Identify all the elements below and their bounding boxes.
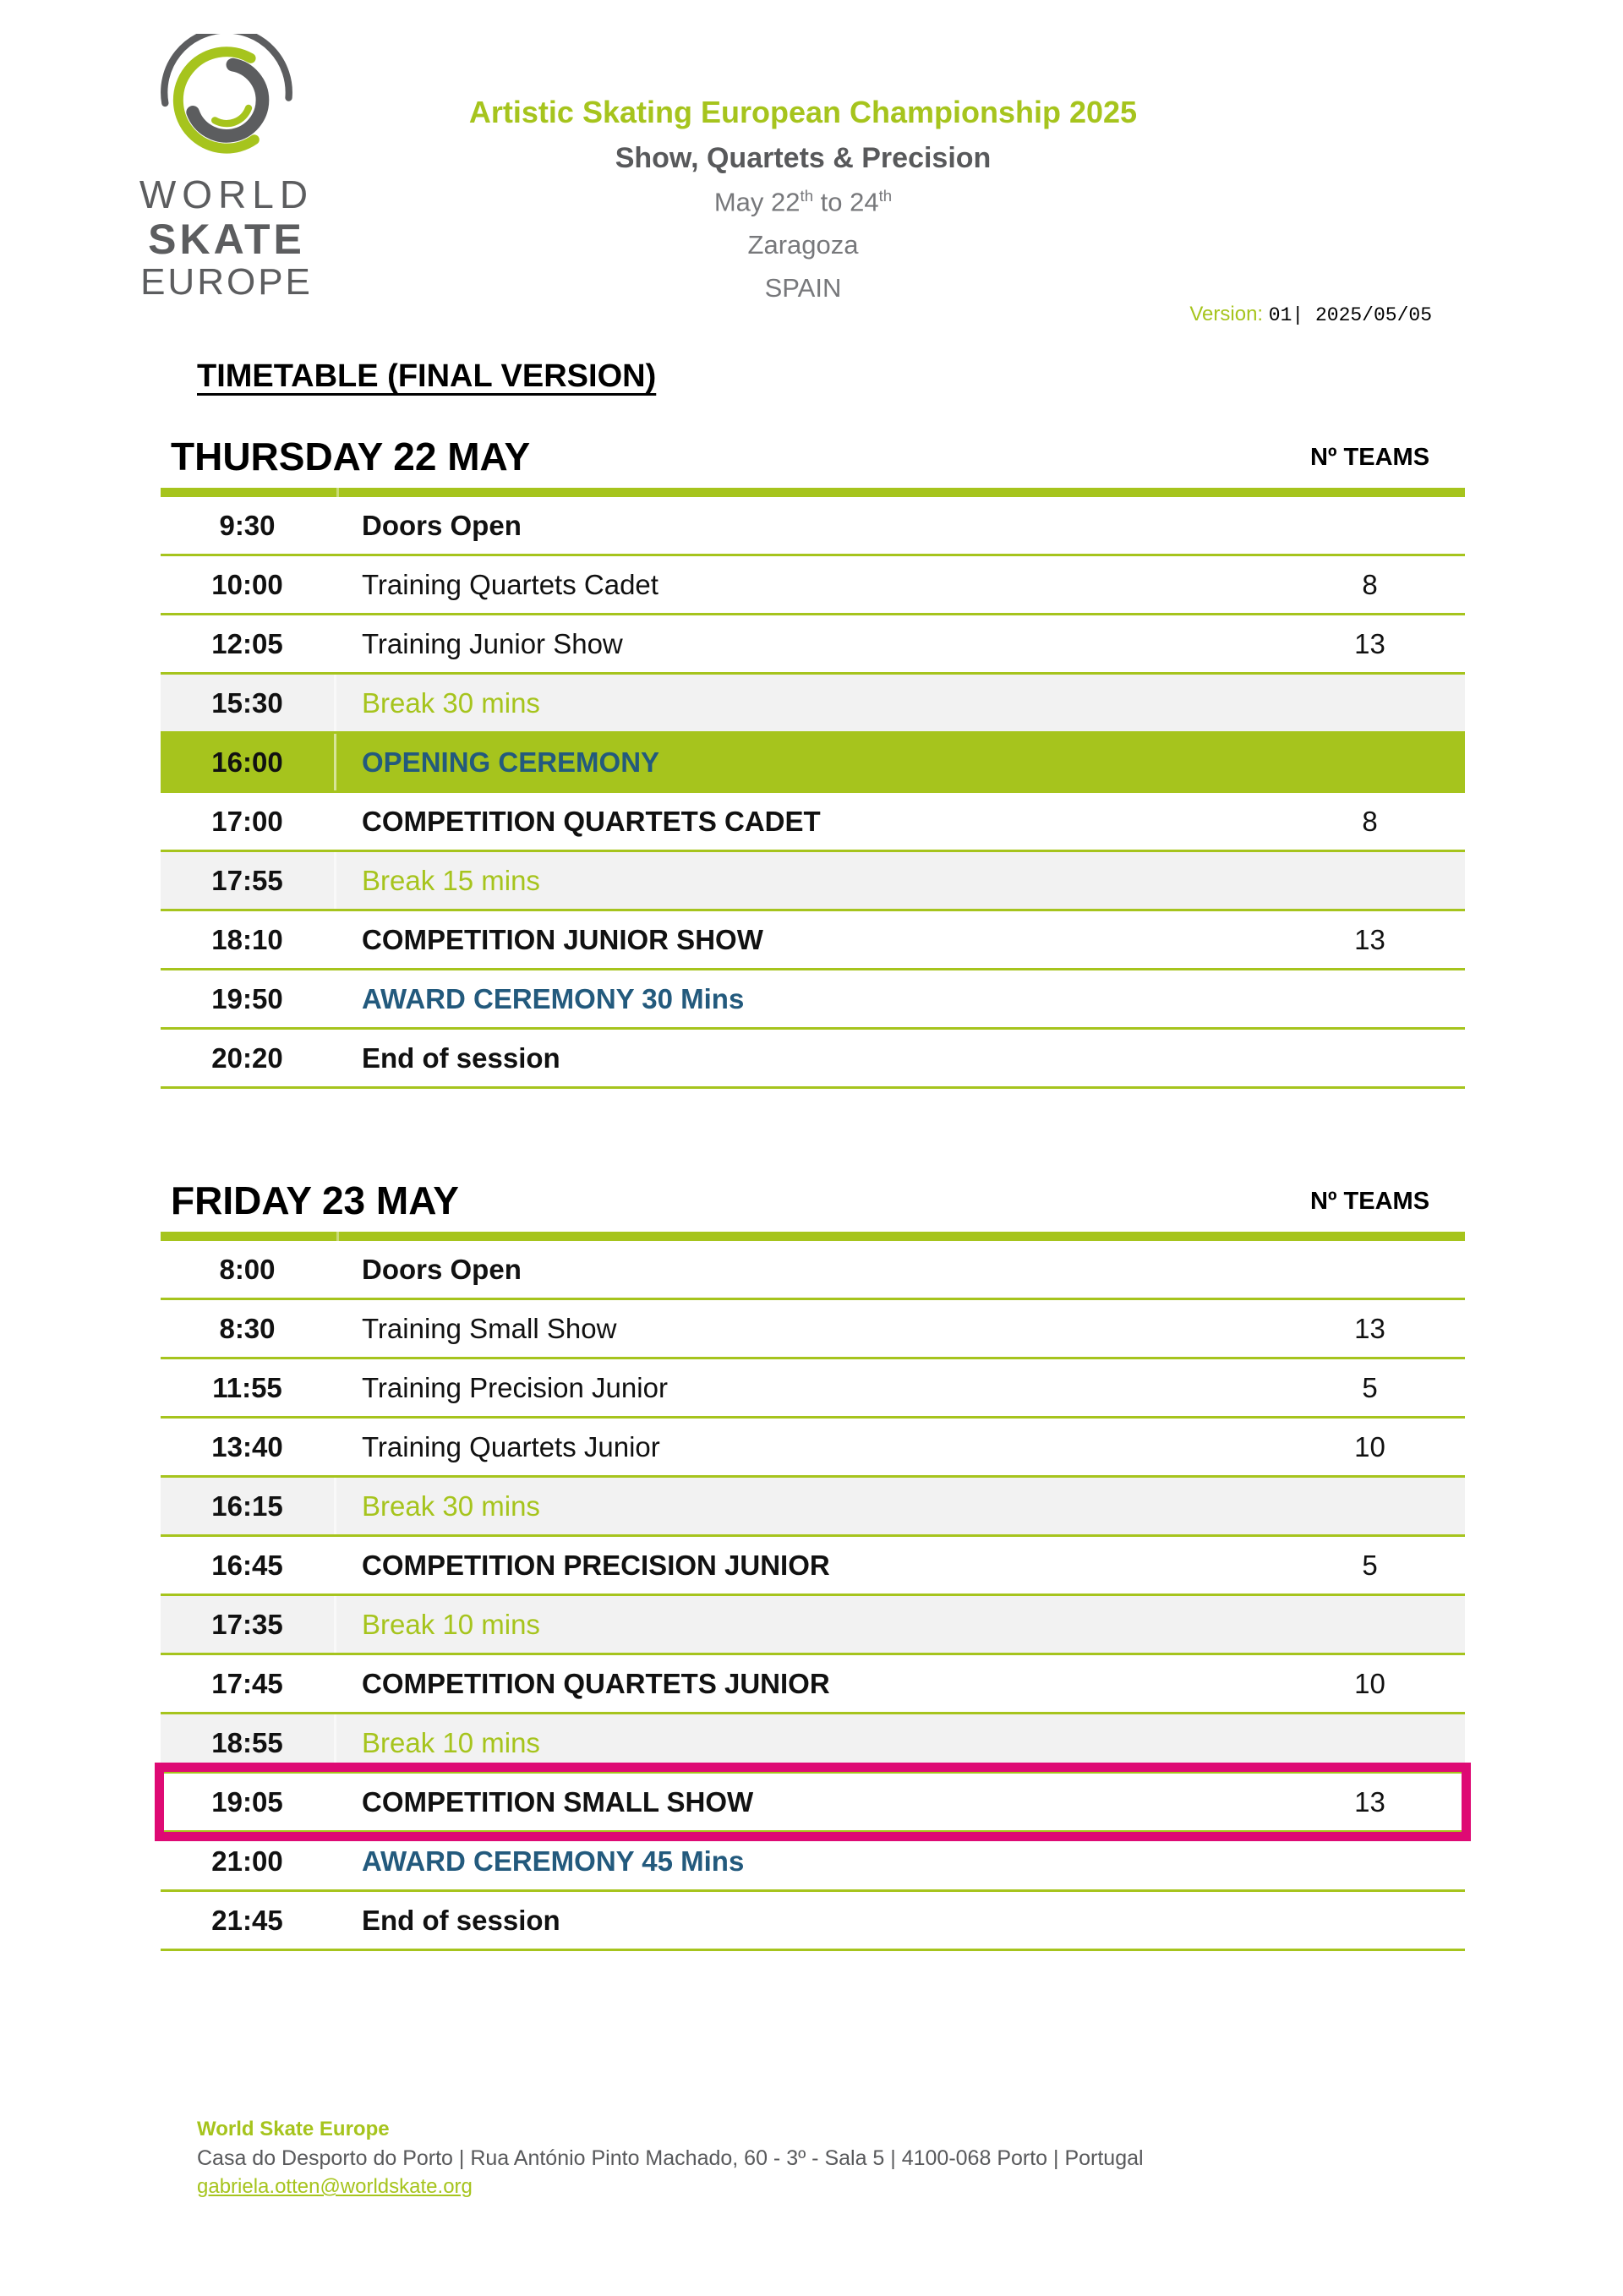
row-event: Training Precision Junior	[362, 1371, 668, 1403]
teams-column-header: Nº TEAMS	[1309, 444, 1430, 472]
timetable-row	[161, 497, 1465, 556]
row-time: 12:05	[161, 615, 336, 672]
row-teams	[1275, 1030, 1465, 1086]
row-time: 18:55	[161, 1714, 336, 1771]
row-event: Training Small Show	[362, 1312, 617, 1344]
row-teams: 13	[1354, 1312, 1385, 1344]
row-teams	[1275, 1833, 1465, 1889]
row-time: 20:20	[161, 1030, 336, 1086]
day-title: THURSDAY 22 MAY	[171, 435, 531, 478]
row-teams	[1275, 734, 1465, 790]
row-event: COMPETITION PRECISION JUNIOR	[362, 1549, 830, 1581]
footer	[197, 2115, 1144, 2201]
row-teams	[1275, 1478, 1465, 1534]
timetable-row	[161, 1419, 1465, 1478]
row-event: COMPETITION JUNIOR SHOW	[362, 923, 763, 955]
row-event: Break 10 mins	[362, 1726, 540, 1758]
timetable-row	[161, 1359, 1465, 1419]
row-event: AWARD CEREMONY 45 Mins	[362, 1845, 745, 1877]
row-teams	[1275, 1596, 1465, 1653]
footer-org-name: World Skate Europe	[197, 2118, 390, 2140]
row-event: Break 30 mins	[362, 1490, 540, 1522]
teams-column-header: Nº TEAMS	[1309, 1188, 1430, 1216]
row-time: 17:55	[161, 852, 336, 909]
timetable-row	[161, 1714, 1465, 1774]
row-time: 16:00	[161, 734, 336, 790]
row-time: 11:55	[161, 1359, 336, 1416]
row-event: COMPETITION SMALL SHOW	[362, 1785, 754, 1818]
row-time: 21:45	[161, 1892, 336, 1949]
row-event: End of session	[362, 1041, 560, 1074]
day-section-friday	[161, 1180, 1465, 1951]
row-teams: 5	[1362, 1371, 1378, 1403]
timetable-row	[161, 1892, 1465, 1951]
date-sup: th	[800, 187, 814, 205]
timetable	[161, 488, 1465, 1089]
version-label: Version:	[1189, 303, 1264, 325]
version-line	[1189, 303, 1432, 326]
row-event: Training Quartets Junior	[362, 1430, 660, 1462]
timetable-row	[161, 1596, 1465, 1655]
row-time: 19:50	[161, 970, 336, 1027]
row-event: Break 15 mins	[362, 864, 540, 896]
row-teams: 5	[1362, 1549, 1378, 1581]
row-teams	[1275, 1714, 1465, 1771]
row-event: Training Quartets Cadet	[362, 568, 658, 600]
row-teams: 8	[1362, 805, 1378, 837]
event-subtitle: Show, Quartets & Precision	[615, 142, 992, 174]
timetable-row	[161, 1537, 1465, 1596]
row-event: COMPETITION QUARTETS JUNIOR	[362, 1667, 830, 1699]
row-teams: 13	[1354, 627, 1385, 659]
logo-word-skate: SKATE	[148, 215, 305, 263]
row-time: 17:35	[161, 1596, 336, 1653]
row-event: Doors Open	[362, 509, 522, 541]
row-event: OPENING CEREMONY	[362, 746, 660, 778]
row-event: COMPETITION QUARTETS CADET	[362, 805, 821, 837]
date-part: to 24	[813, 187, 879, 217]
timetable-row	[161, 1300, 1465, 1359]
row-event: Break 30 mins	[362, 686, 540, 719]
timetable-row	[161, 1655, 1465, 1714]
event-title: Artistic Skating European Championship 2025	[468, 95, 1138, 129]
row-teams: 10	[1354, 1667, 1385, 1699]
event-city: Zaragoza	[747, 230, 859, 260]
row-time: 19:05	[161, 1774, 336, 1830]
logo-word-world: WORLD	[139, 172, 314, 216]
timetable-row	[161, 1833, 1465, 1892]
timetable-row	[161, 1030, 1465, 1089]
date-part: May 22	[713, 187, 801, 217]
row-teams: 13	[1354, 923, 1385, 955]
row-time: 8:00	[161, 1241, 336, 1298]
timetable-row	[161, 970, 1465, 1030]
footer-email-link[interactable]: gabriela.otten@worldskate.org	[197, 2175, 473, 2198]
day-section-thursday	[161, 436, 1465, 1089]
row-teams	[1275, 675, 1465, 731]
timetable	[161, 1232, 1465, 1951]
row-time: 21:00	[161, 1833, 336, 1889]
row-time: 16:15	[161, 1478, 336, 1534]
row-event: AWARD CEREMONY 30 Mins	[362, 982, 745, 1014]
row-teams	[1275, 852, 1465, 909]
row-event: Training Junior Show	[362, 627, 623, 659]
row-teams	[1275, 1241, 1465, 1298]
row-teams: 10	[1354, 1430, 1385, 1462]
timetable-row	[161, 615, 1465, 675]
timetable-row	[161, 675, 1465, 734]
logo-word-europe: EUROPE	[140, 260, 313, 303]
row-time: 8:30	[161, 1300, 336, 1357]
row-time: 18:10	[161, 911, 336, 968]
timetable-row	[161, 852, 1465, 911]
date-sup: th	[878, 187, 893, 205]
row-teams	[1275, 1892, 1465, 1949]
footer-address: Casa do Desporto do Porto | Rua António Pinto Machado, 60 - 3º - Sala 5 | 4100-068 Porto | Portugal	[197, 2146, 1144, 2170]
event-header	[0, 95, 1606, 303]
timetable-row	[161, 734, 1465, 793]
row-event: End of session	[362, 1904, 560, 1936]
row-teams	[1275, 970, 1465, 1027]
timetable-row	[161, 556, 1465, 615]
version-value: 01| 2025/05/05	[1268, 304, 1432, 326]
day-header	[161, 436, 1465, 488]
day-header	[161, 1180, 1465, 1232]
row-time: 10:00	[161, 556, 336, 613]
row-teams: 8	[1362, 568, 1378, 600]
row-time: 17:00	[161, 793, 336, 850]
doc-title: TIMETABLE (FINAL VERSION)	[197, 358, 657, 394]
day-title: FRIDAY 23 MAY	[171, 1178, 459, 1222]
timetable-row	[161, 1478, 1465, 1537]
timetable-row	[161, 1774, 1465, 1833]
row-teams: 13	[1354, 1785, 1385, 1818]
row-event: Break 10 mins	[362, 1608, 540, 1640]
row-time: 13:40	[161, 1419, 336, 1475]
timetable-row	[161, 793, 1465, 852]
row-time: 16:45	[161, 1537, 336, 1594]
row-time: 17:45	[161, 1655, 336, 1712]
row-teams	[1275, 497, 1465, 554]
event-country: SPAIN	[764, 273, 842, 303]
event-dates	[0, 187, 1606, 217]
timetable-row	[161, 911, 1465, 970]
row-time: 9:30	[161, 497, 336, 554]
row-event: Doors Open	[362, 1253, 522, 1285]
timetable-row	[161, 1241, 1465, 1300]
row-time: 15:30	[161, 675, 336, 731]
